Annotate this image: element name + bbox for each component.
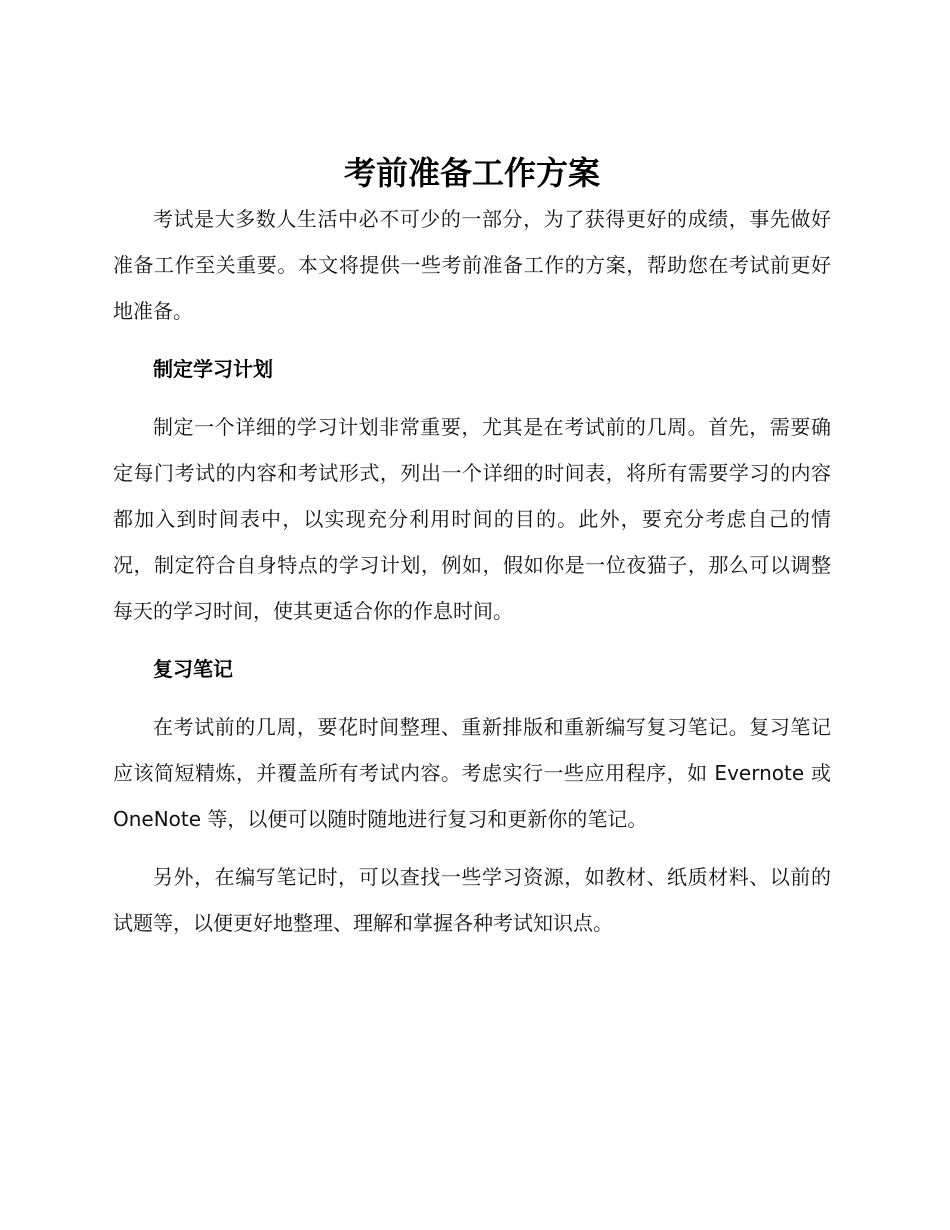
document-page — [113, 150, 831, 946]
study-plan-paragraph: 制定一个详细的学习计划非常重要，尤其是在考试前的几周。首先，需要确定每门考试的内容和考试形式，列出一个详细的时间表，将所有需要学习的内容都加入到时间表中，以实现充分利用时间的目的。此外，要充分考虑自己的情况，制定符合自身特点的学习计划，例如，假如你是一位夜猫子，那么可以调整每天的学习时间，使其更适合你的作息时间。 — [113, 415, 831, 623]
intro-paragraph: 考试是大多数人生活中必不可少的一部分，为了获得更好的成绩，事先做好准备工作至关重要。本文将提供一些考前准备工作的方案，帮助您在考试前更好地准备。 — [113, 207, 831, 323]
document-title: 考前准备工作方案 — [343, 154, 600, 192]
section-heading-study-plan: 制定学习计划 — [153, 357, 273, 381]
review-notes-paragraph-1: 在考试前的几周，要花时间整理、重新排版和重新编写复习笔记。复习笔记应该简短精炼，并覆盖所有考试内容。考虑实行一些应用程序，如 Evernote 或 OneNote 等，以便可以随时随地进行复习和更新你的笔记。 — [113, 715, 831, 831]
review-notes-paragraph-2: 另外，在编写笔记时，可以查找一些学习资源，如教材、纸质材料、以前的试题等，以便更好地整理、理解和掌握各种考试知识点。 — [113, 865, 831, 935]
section-heading-review-notes: 复习笔记 — [153, 657, 233, 681]
